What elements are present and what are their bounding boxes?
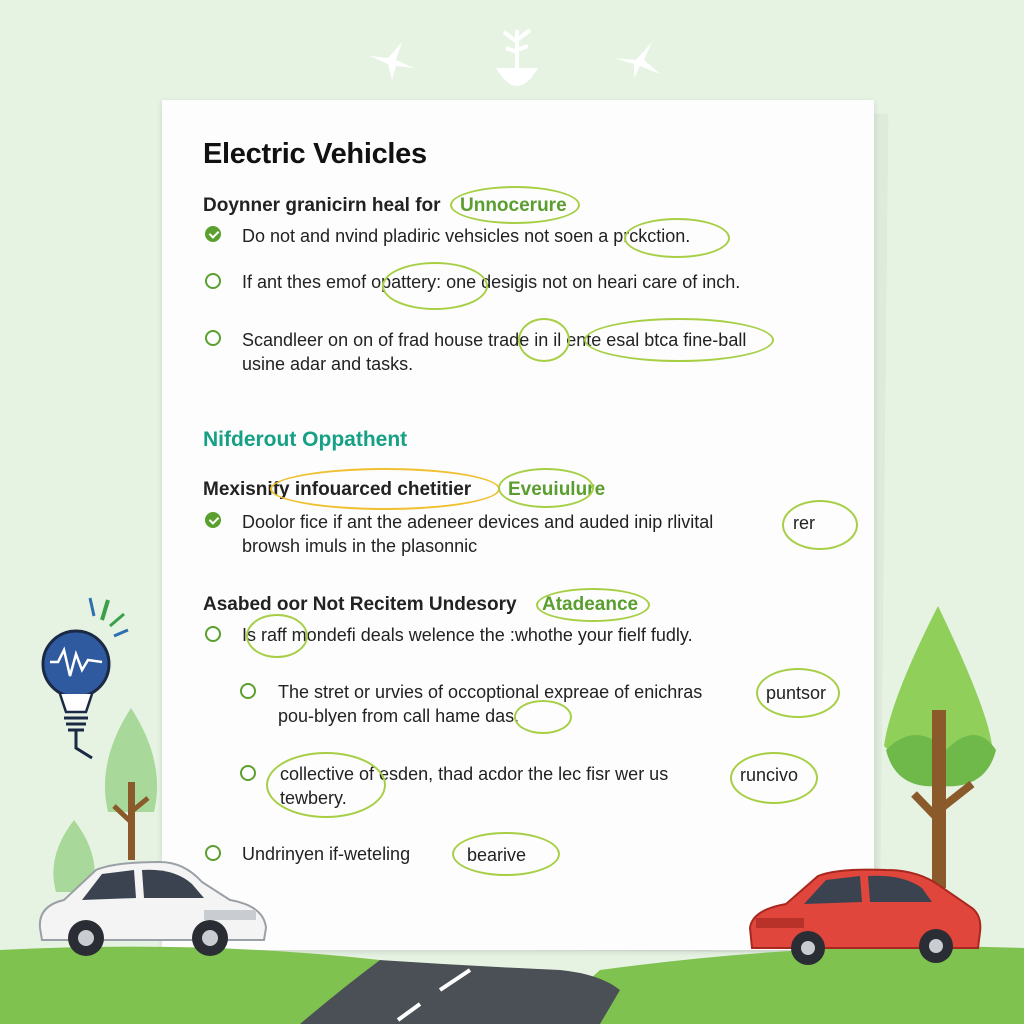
circled-tag: puntsor [766,683,827,703]
circled-tag: rer [793,513,815,533]
checkmark-icon [205,226,221,242]
circle-bullet-icon [205,626,221,642]
highlight-circle [730,752,818,804]
circle-bullet-icon [240,683,256,699]
checkmark-icon [205,512,221,528]
list-item-line1: collective of esden, thad acdor the lec fisr wer us [280,764,669,784]
highlight-circle [624,218,730,258]
list-item-line2: browsh imuls in the plasonnic [242,536,478,556]
list-item-line1: The stret or urvies of occoptional expreae of enichras [278,682,703,702]
highlight-circle [518,318,570,362]
list-item-line2: pou-blyen from call hame das. [278,706,520,726]
circle-bullet-icon [240,765,256,781]
car-icon [746,866,984,970]
star-icon [366,38,416,82]
list-item: If ant thes emof opattery: one desigis not on heari care of inch. [242,272,741,292]
section1-heading: Doynner granicirn heal for [203,195,441,216]
document-sheet [162,100,874,950]
sprout-icon [494,22,540,98]
list-item-line2: usine adar and tasks. [242,354,414,374]
list-item: Undrinyen if-weteling [242,844,411,864]
highlight-circle [584,318,774,362]
list-item-line1: Scandleer on on of frad house trade in il ente esal btca fine-ball [242,330,747,350]
section3-heading: Asabed oor Not Recitem Undesory [203,594,517,615]
car-icon [34,858,270,962]
highlight-circle [450,186,580,224]
circle-bullet-icon [205,330,221,346]
page-title: Electric Vehicles [203,138,427,170]
highlight-circle [266,752,386,818]
tree-icon [876,600,1006,890]
circle-bullet-icon [205,273,221,289]
section2-heading: Mexisnify infouarced chetitier [203,479,472,500]
highlight-circle [536,588,650,622]
section2-title: Nifderout Oppathent [203,428,408,451]
star-icon [612,40,662,80]
section2-accent-label: Eveuiulure [508,479,606,500]
highlight-circle [514,700,572,734]
highlight-circle [782,500,858,550]
highlight-circle [498,468,594,508]
list-item-line1: Doolor fice if ant the adeneer devices and auded inip rlivital [242,512,714,532]
list-item-line2: tewbery. [280,788,347,808]
highlight-circle [382,262,488,310]
tree-icon [96,702,166,862]
highlight-circle [756,668,840,718]
list-item: Is raff mondefi deals welence the :whothe your fielf fudly. [242,625,693,645]
section3-accent-label: Atadeance [542,594,639,615]
circled-tag: runcivo [740,765,799,785]
highlight-circle [270,468,500,510]
highlight-circle [246,614,308,658]
list-item: Do not and nvind pladiric vehsicles not soen a prckction. [242,226,691,246]
section1-accent-label: Unnocerure [460,195,567,216]
circled-tag: bearive [467,845,527,865]
highlight-circle [452,832,560,876]
